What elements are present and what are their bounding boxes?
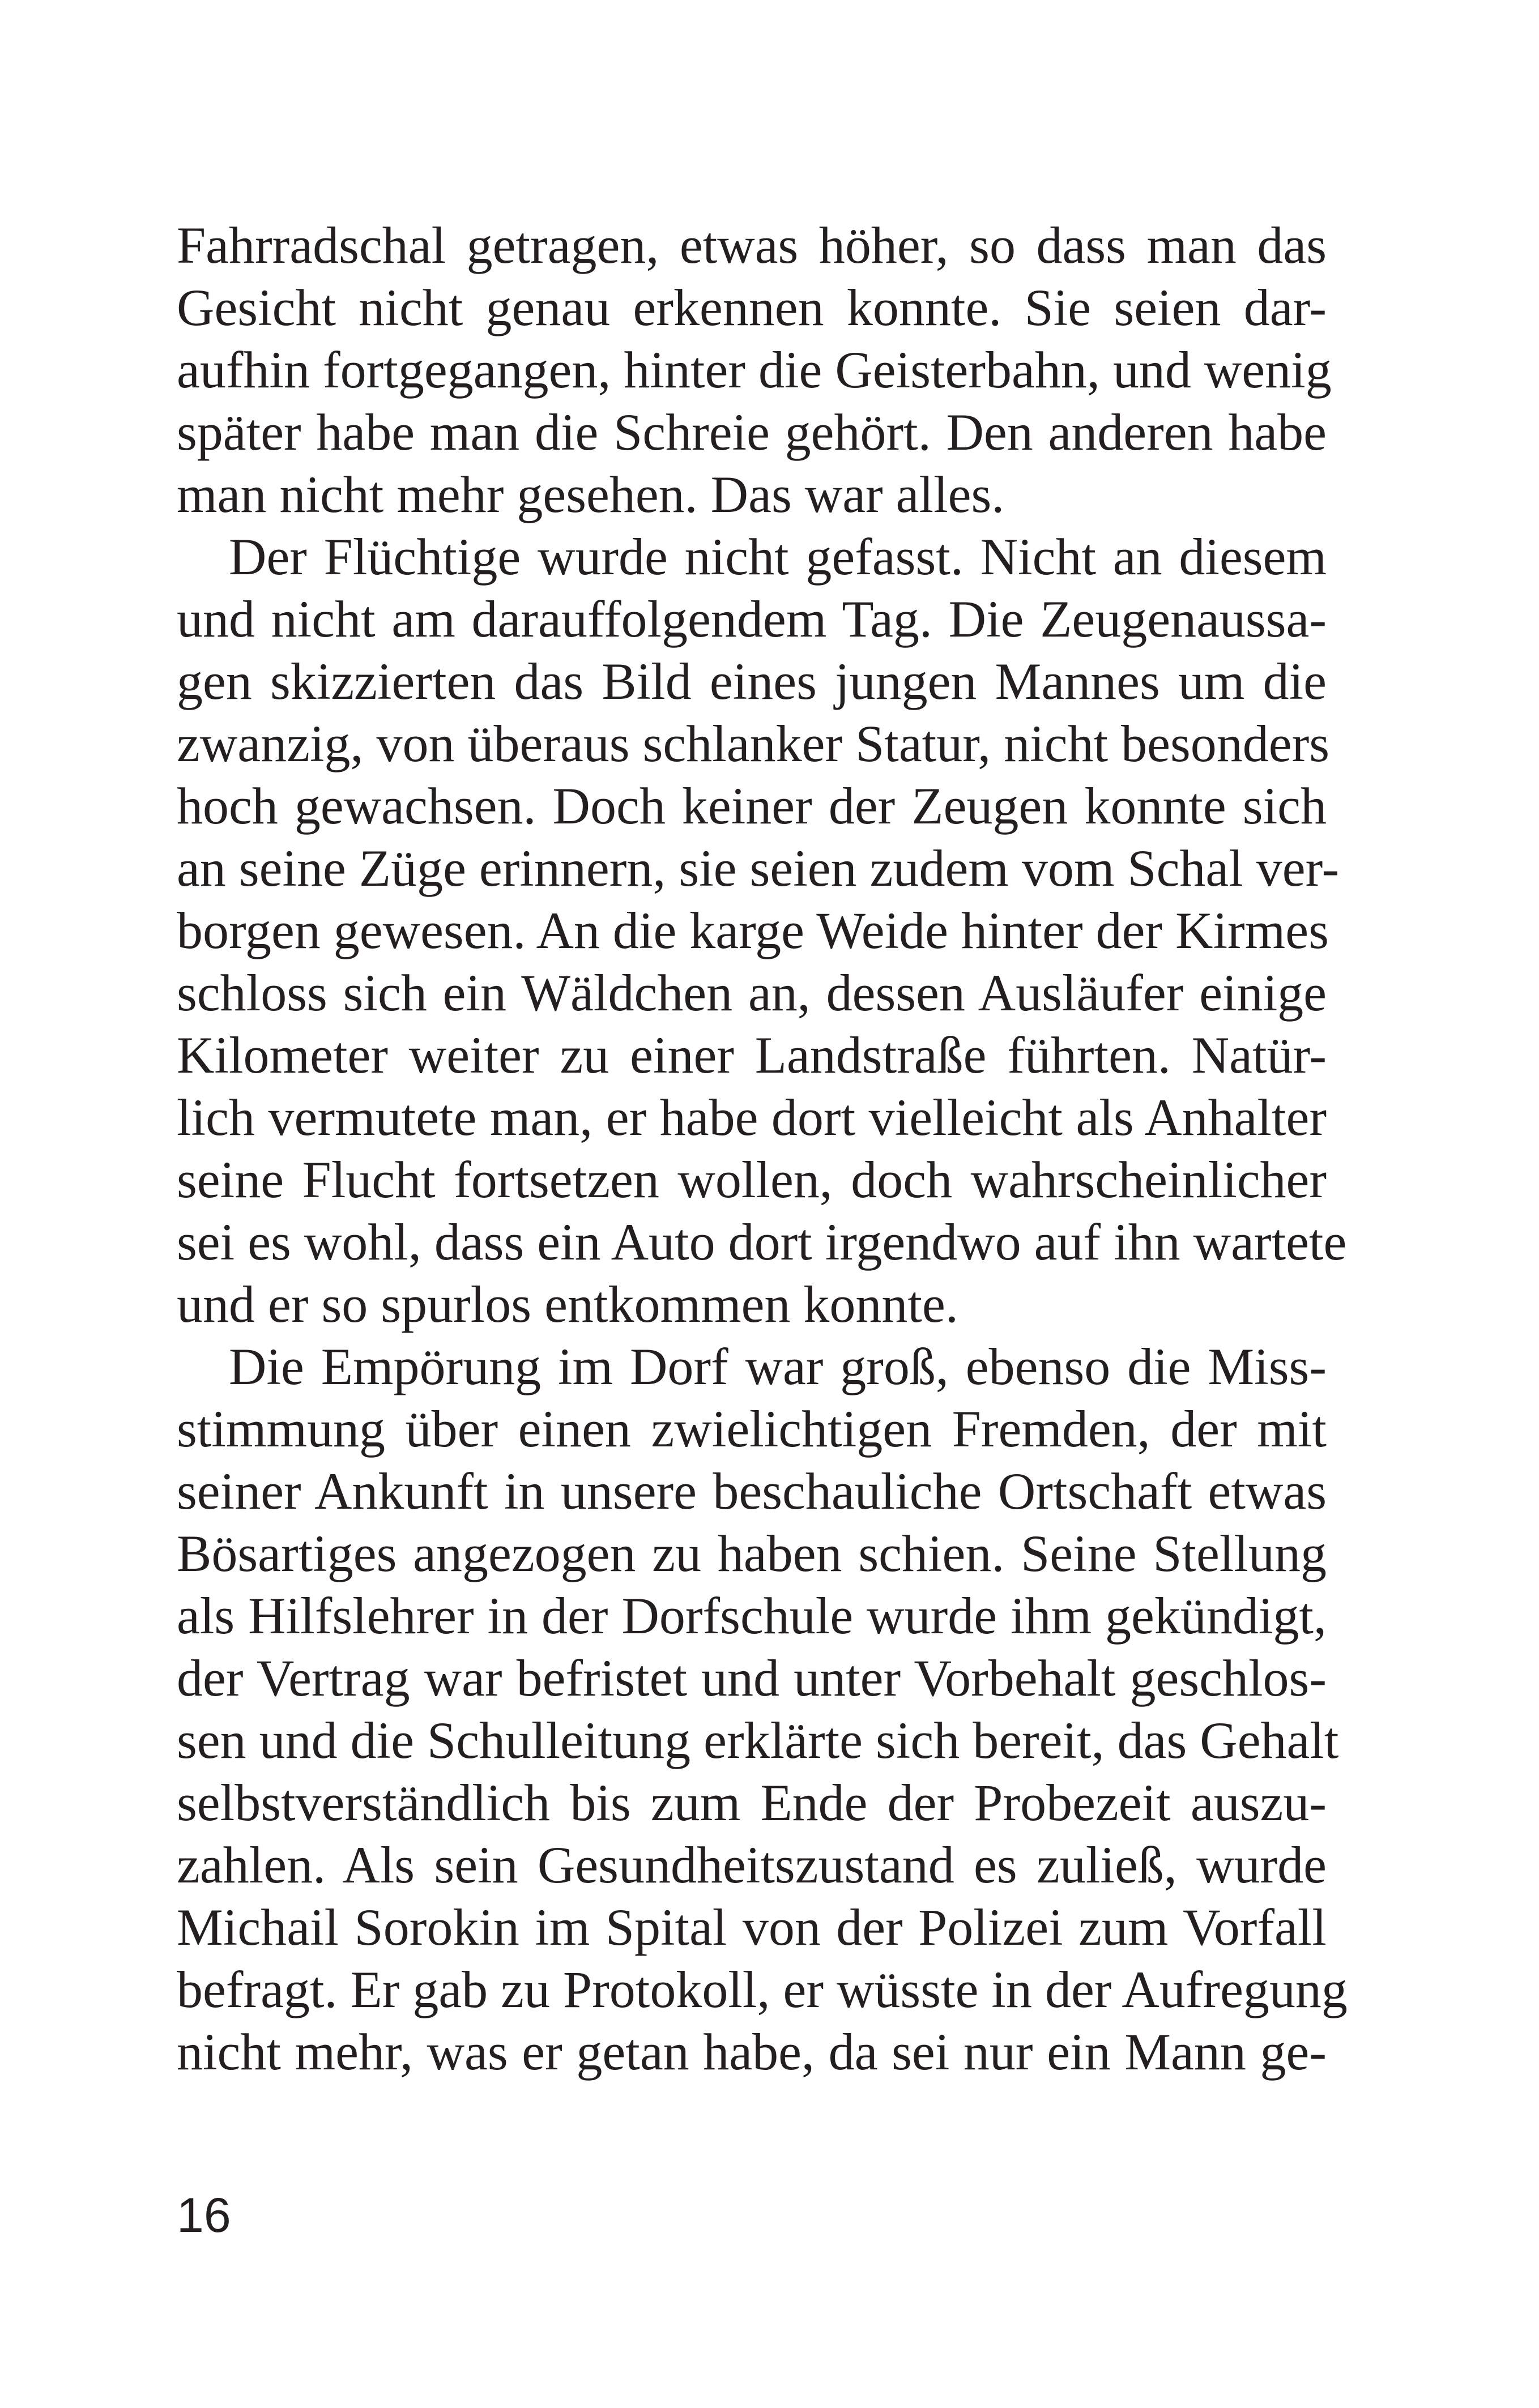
text-line: lich vermutete man, er habe dort vielleicht als Anhalter <box>177 1088 1327 1146</box>
text-line: schloss sich ein Wäldchen an, dessen Ausläufer einige <box>177 964 1327 1022</box>
text-line: Der Flüchtige wurde nicht gefasst. Nicht an diesem <box>229 528 1327 586</box>
text-line: der Vertrag war befristet und unter Vorbehalt geschlos- <box>177 1649 1327 1707</box>
text-line: als Hilfslehrer in der Dorfschule wurde ihm gekündigt, <box>177 1587 1327 1645</box>
text-line: und nicht am darauffolgendem Tag. Die Zeugenaussa- <box>177 590 1327 648</box>
text-line: stimmung über einen zwielichtigen Fremden, der mit <box>177 1400 1327 1458</box>
text-line: man nicht mehr gesehen. Das war alles. <box>177 466 1005 523</box>
text-line: seine Flucht fortsetzen wollen, doch wahrscheinlicher <box>177 1151 1327 1209</box>
text-line: selbstverständlich bis zum Ende der Probezeit auszu- <box>177 1774 1327 1831</box>
text-line: Die Empörung im Dorf war groß, ebenso die Miss- <box>229 1338 1327 1395</box>
text-line: Kilometer weiter zu einer Landstraße führten. Natür- <box>177 1026 1327 1084</box>
text-line: Bösartiges angezogen zu haben schien. Seine Stellung <box>177 1525 1327 1582</box>
text-line: sen und die Schulleitung erklärte sich bereit, das Gehalt <box>177 1711 1339 1769</box>
text-line: nicht mehr, was er getan habe, da sei nur ein Mann ge- <box>177 2023 1327 2081</box>
page-number: 16 <box>177 2188 231 2243</box>
text-line: aufhin fortgegangen, hinter die Geisterbahn, und wenig <box>177 341 1332 399</box>
text-line: später habe man die Schreie gehört. Den anderen habe <box>177 403 1327 461</box>
text-line: seiner Ankunft in unsere beschauliche Ortschaft etwas <box>177 1462 1327 1520</box>
text-line: und er so spurlos entkommen konnte. <box>177 1275 958 1333</box>
text-line: borgen gewesen. An die karge Weide hinter der Kirmes <box>177 902 1329 959</box>
text-line: hoch gewachsen. Doch keiner der Zeugen konnte sich <box>177 777 1327 835</box>
text-line: gen skizzierten das Bild eines jungen Mannes um die <box>177 652 1327 710</box>
text-line: zwanzig, von überaus schlanker Statur, nicht besonders <box>177 715 1330 772</box>
text-line: zahlen. Als sein Gesundheitszustand es zuließ, wurde <box>177 1836 1327 1894</box>
text-line: Fahrradschal getragen, etwas höher, so dass man das <box>177 216 1327 274</box>
text-line: an seine Züge erinnern, sie seien zudem vom Schal ver- <box>177 839 1340 897</box>
text-line: sei es wohl, dass ein Auto dort irgendwo auf ihn wartete <box>177 1213 1347 1271</box>
text-line: Michail Sorokin im Spital von der Polizei zum Vorfall <box>177 1898 1327 1956</box>
text-line: befragt. Er gab zu Protokoll, er wüsste in der Aufregung <box>177 1961 1348 2018</box>
body-text <box>177 214 1348 2083</box>
text-line: Gesicht nicht genau erkennen konnte. Sie seien dar- <box>177 279 1327 336</box>
